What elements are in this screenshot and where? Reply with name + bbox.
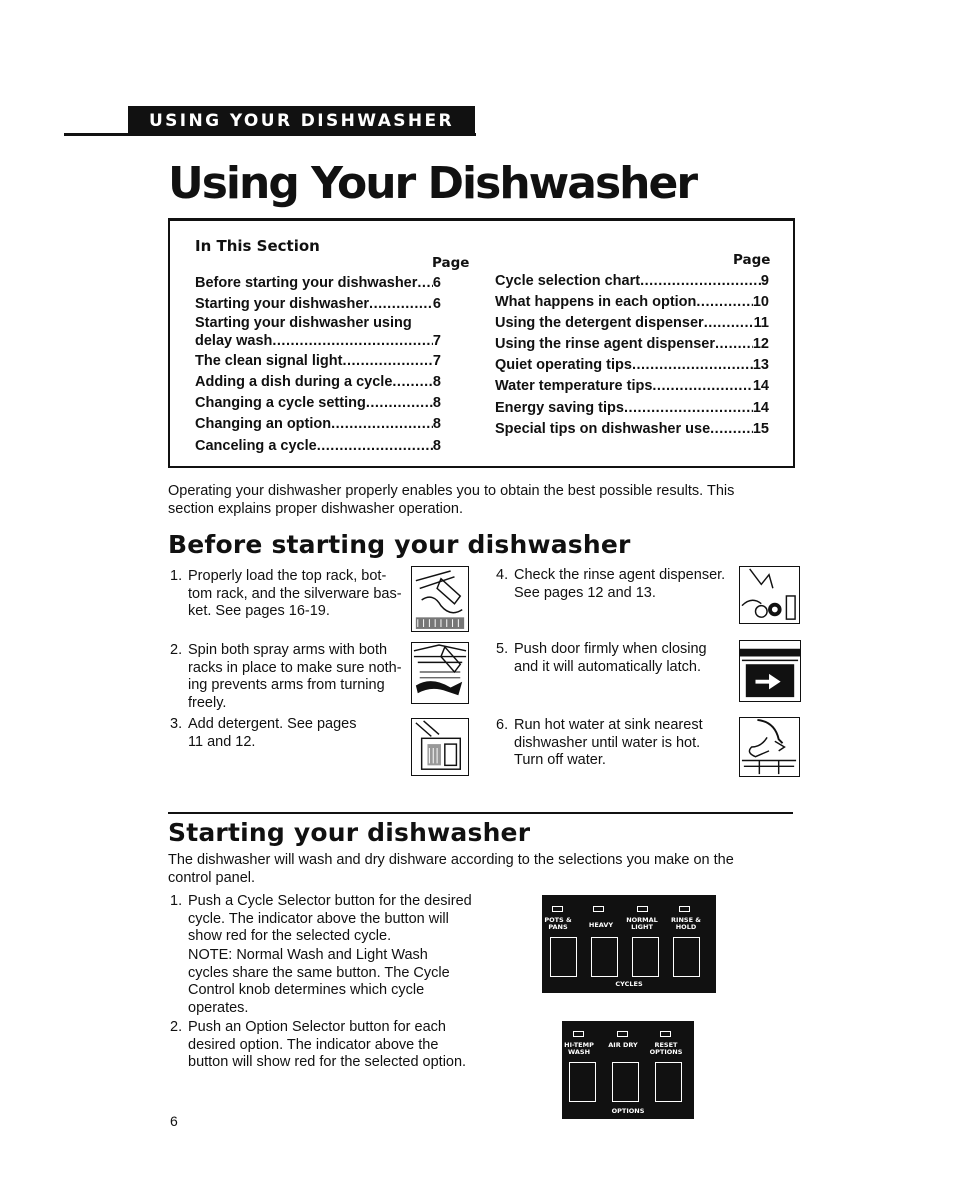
heavy-label: HEAVY [588, 921, 614, 929]
toc-entry[interactable]: delay wash ..... 7 [195, 332, 441, 351]
before-starting-heading: Before starting your dishwasher [168, 530, 631, 559]
section-divider [168, 812, 793, 814]
toc-entry[interactable]: Quiet operating tips ..... 13 [495, 355, 769, 376]
toc-entry[interactable]: Special tips on dishwasher use ..... 15 [495, 419, 769, 440]
toc-heading: In This Section [195, 237, 320, 255]
air-dry-button[interactable] [612, 1062, 639, 1102]
normal-light-label: NORMAL LIGHT [626, 916, 658, 931]
hi-temp-wash-indicator [573, 1031, 584, 1037]
options-control-panel [562, 1021, 694, 1119]
toc-entry[interactable]: Before starting your dishwasher ..... 6 [195, 273, 441, 294]
reset-options-indicator [660, 1031, 671, 1037]
pots-pans-indicator [552, 906, 563, 912]
normal-light-indicator [637, 906, 648, 912]
toc-entry[interactable]: What happens in each option ..... 10 [495, 292, 769, 313]
spray-arm-illustration [411, 642, 469, 704]
rinse-agent-dispenser-illustration [739, 566, 800, 624]
toc-entry[interactable]: Starting your dishwasher using [195, 315, 412, 332]
reset-options-button[interactable] [655, 1062, 682, 1102]
hi-temp-wash-button[interactable] [569, 1062, 596, 1102]
air-dry-indicator [617, 1031, 628, 1037]
cycles-label: CYCLES [615, 980, 643, 988]
toc-left-list [195, 273, 441, 457]
toc-entry[interactable]: Using the detergent dispenser ..... 11 [495, 313, 769, 334]
heavy-indicator [593, 906, 604, 912]
sink-faucet-illustration [739, 717, 800, 777]
toc-entry[interactable]: The clean signal light ..... 7 [195, 351, 441, 372]
rack-loading-illustration [411, 566, 469, 632]
toc-entry[interactable]: Changing an option ..... 8 [195, 414, 441, 435]
section-band: USING YOUR DISHWASHER [128, 106, 475, 136]
page-title: Using Your Dishwasher [168, 158, 697, 209]
toc-entry[interactable]: Using the rinse agent dispenser ..... 12 [495, 334, 769, 355]
heavy-button[interactable] [591, 937, 618, 977]
starting-heading: Starting your dishwasher [168, 818, 531, 847]
toc-entry[interactable]: Canceling a cycle ..... 8 [195, 436, 441, 457]
hi-temp-wash-label: HI-TEMP WASH [564, 1041, 594, 1056]
toc-entry[interactable]: Adding a dish during a cycle ..... 8 [195, 372, 441, 393]
air-dry-label: AIR DRY [608, 1041, 638, 1049]
cycles-control-panel [542, 895, 716, 993]
toc-entry[interactable]: Cycle selection chart ..... 9 [495, 271, 769, 292]
rinse-hold-indicator [679, 906, 690, 912]
detergent-dispenser-illustration [411, 718, 469, 776]
toc-entry[interactable]: Changing a cycle setting ..... 8 [195, 393, 441, 414]
starting-intro: The dishwasher will wash and dry dishware according to the selections you make on the control panel. [168, 852, 734, 886]
page-number: 6 [170, 1113, 178, 1129]
intro-paragraph: Operating your dishwasher properly enables you to obtain the best possible results. This section explains proper dishwasher operation. [168, 483, 735, 517]
toc-entry[interactable]: Water temperature tips ..... 14 [495, 376, 769, 397]
rinse-hold-button[interactable] [673, 937, 700, 977]
toc-entry[interactable]: Energy saving tips ..... 14 [495, 398, 769, 419]
toc-right-list [495, 271, 769, 440]
toc-page-label-left: Page [432, 255, 470, 271]
toc-page-label-right: Page [733, 252, 771, 268]
toc-entry[interactable]: Starting your dishwasher ..... 6 [195, 294, 441, 315]
pots-pans-label: POTS & PANS [544, 916, 572, 931]
rinse-hold-label: RINSE & HOLD [671, 916, 701, 931]
door-latch-illustration [739, 640, 801, 702]
pots-pans-button[interactable] [550, 937, 577, 977]
options-label: OPTIONS [611, 1107, 645, 1115]
normal-light-button[interactable] [632, 937, 659, 977]
reset-options-label: RESET OPTIONS [649, 1041, 683, 1056]
